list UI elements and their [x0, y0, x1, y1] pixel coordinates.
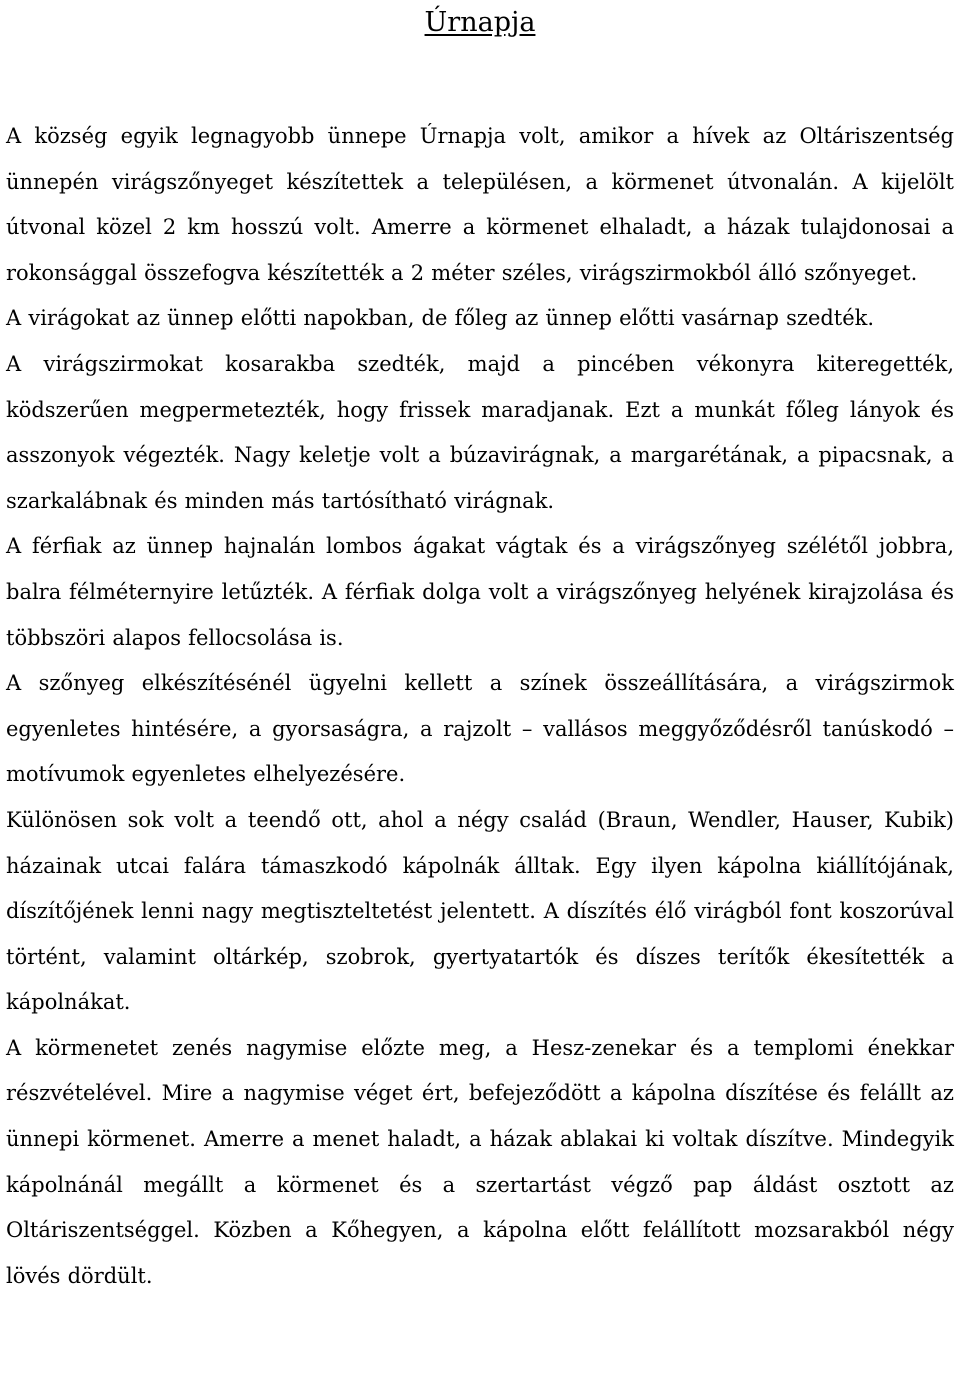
document-body — [6, 114, 954, 1299]
paragraph-petal-preparation: A virágszirmokat kosarakba szedték, majd a pincében vékonyra kiteregették, ködszerűen megpermetezték, hogy frissek maradjanak. Ezt a munkát főleg lányok és asszonyok végezték. Nagy keletje volt a búzavirágnak, a margarétának, a pipacsnak, a szarkalábnak és minden más tartósítható virágnak. — [6, 351, 954, 513]
document-title — [6, 0, 954, 48]
paragraph-carpet-making: A szőnyeg elkészítésénél ügyelni kellett a színek összeállítására, a virágszirmok egyenletes hintésére, a gyorsaságra, a rajzolt – vallásos meggyőződésről tanúskodó – motívumok egyenletes elhelyezésére. — [6, 671, 954, 787]
document-title-text: Úrnapja — [424, 7, 536, 38]
paragraph-mens-work: A férfiak az ünnep hajnalán lombos ágakat vágtak és a virágszőnyeg szélétől jobbra, balra félméternyire letűzték. A férfiak dolga volt a virágszőnyeg helyének kirajzolása és többszöri alapos fellocsolása is. — [6, 534, 954, 650]
paragraph-chapels: Különösen sok volt a teendő ott, ahol a négy család (Braun, Wendler, Hauser, Kubik) házainak utcai falára támaszkodó kápolnák álltak. Egy ilyen kápolna kiállítójának, díszítőjének lenni nagy megtiszteltetést jelentett. A díszítés élő virágból font koszorúval történt, valamint oltárkép, szobrok, gyertyatartók és díszes terítők ékesítették a kápolnákat. — [6, 807, 954, 1015]
paragraph-procession: A körmenetet zenés nagymise előzte meg, a Hesz-zenekar és a templomi énekkar részvételével. Mire a nagymise véget ért, befejeződött a kápolna díszítése és felállt az ünnepi körmenet. Amerre a menet haladt, a házak ablakai ki voltak díszítve. Mindegyik kápolnánál megállt a körmenet és a szertartást végző pap áldást osztott az Oltáriszentséggel. Közben a Kőhegyen, a kápolna előtt felállított mozsarakból négy lövés dördült. — [6, 1035, 954, 1288]
paragraph-flower-picking: A virágokat az ünnep előtti napokban, de főleg az ünnep előtti vasárnap szedték. — [6, 306, 875, 331]
paragraph-intro: A község egyik legnagyobb ünnepe Úrnapja volt, amikor a hívek az Oltáriszentség ünnepén virágszőnyeget készítettek a településen, a körmenet útvonalán. A kijelölt útvonal közel 2 km hosszú volt. Amerre a körmenet elhaladt, a házak tulajdonosai a rokonsággal összefogva készítették a 2 méter széles, virágszirmokból álló szőnyeget. — [6, 124, 954, 285]
